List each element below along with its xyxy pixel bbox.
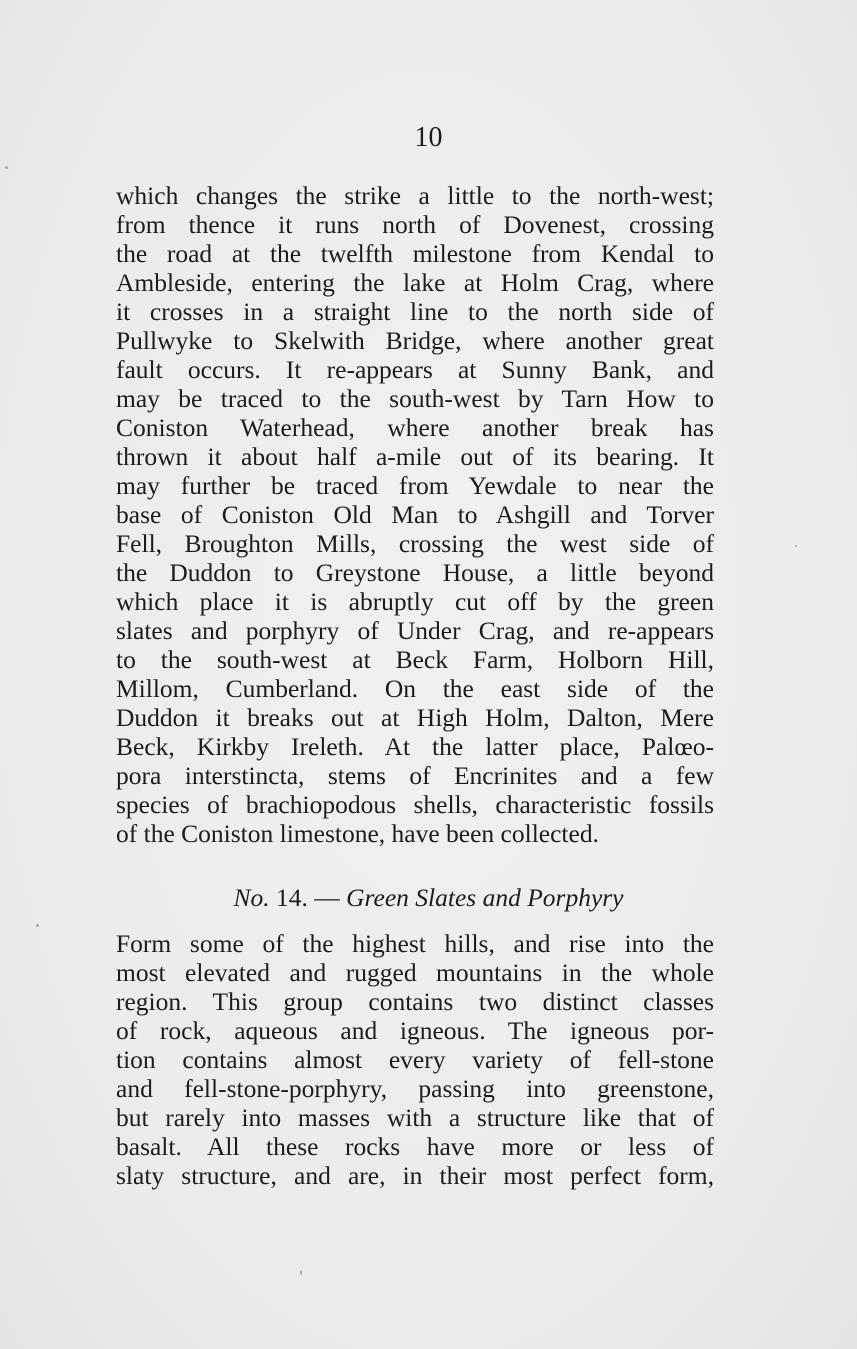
section-dash: —	[314, 883, 340, 912]
paper-speck	[300, 1270, 302, 1275]
text-line: Beck, Kirkby Ireleth. At the latter place, Palœo-	[116, 732, 714, 761]
text-line: Fell, Broughton Mills, crossing the west side of	[116, 529, 714, 558]
text-line: Duddon it breaks out at High Holm, Dalton, Mere	[116, 703, 714, 732]
text-line: region. This group contains two distinct classes	[116, 987, 714, 1016]
text-line: most elevated and rugged mountains in the whole	[116, 958, 714, 987]
text-line: to the south-west at Beck Farm, Holborn Hill,	[116, 645, 714, 674]
text-line: which changes the strike a little to the north-west;	[116, 181, 714, 210]
text-line: slaty structure, and are, in their most perfect form,	[116, 1161, 714, 1190]
text-line: which place it is abruptly cut off by the green	[116, 587, 714, 616]
text-line: of the Coniston limestone, have been collected.	[116, 819, 599, 848]
paper-speck	[795, 545, 797, 547]
text-line: from thence it runs north of Dovenest, crossing	[116, 210, 714, 239]
text-line: pora interstincta, stems of Encrinites and a few	[116, 761, 714, 790]
section-title: Green Slates and Porphyry	[346, 883, 624, 912]
paper-speck	[36, 924, 39, 927]
text-line: and fell-stone-porphyry, passing into greenstone,	[116, 1074, 714, 1103]
text-line: basalt. All these rocks have more or less of	[116, 1132, 714, 1161]
text-line: Coniston Waterhead, where another break has	[116, 413, 714, 442]
text-line: the Duddon to Greystone House, a little beyond	[116, 558, 714, 587]
section-number: 14.	[276, 883, 308, 912]
text-line: slates and porphyry of Under Crag, and re-appears	[116, 616, 714, 645]
section-number-label: No.	[233, 883, 270, 912]
text-line: but rarely into masses with a structure like that of	[116, 1103, 714, 1132]
section-heading	[0, 883, 857, 913]
text-line: base of Coniston Old Man to Ashgill and Torver	[116, 500, 714, 529]
text-line: Ambleside, entering the lake at Holm Crag, where	[116, 268, 714, 297]
text-line: tion contains almost every variety of fell-stone	[116, 1045, 714, 1074]
page-number: 10	[414, 122, 443, 153]
text-line: fault occurs. It re-appears at Sunny Bank, and	[116, 355, 714, 384]
text-line: species of brachiopodous shells, characteristic fossils	[116, 790, 714, 819]
text-line: it crosses in a straight line to the north side of	[116, 297, 714, 326]
text-line: of rock, aqueous and igneous. The igneous por-	[116, 1016, 714, 1045]
paper-speck	[5, 166, 8, 169]
text-line: may further be traced from Yewdale to near the	[116, 471, 714, 500]
text-line: the road at the twelfth milestone from Kendal to	[116, 239, 714, 268]
text-line: Pullwyke to Skelwith Bridge, where another great	[116, 326, 714, 355]
text-line: thrown it about half a-mile out of its bearing. It	[116, 442, 714, 471]
text-line: may be traced to the south-west by Tarn How to	[116, 384, 714, 413]
text-line: Form some of the highest hills, and rise into the	[116, 929, 714, 958]
text-line: Millom, Cumberland. On the east side of the	[116, 674, 714, 703]
